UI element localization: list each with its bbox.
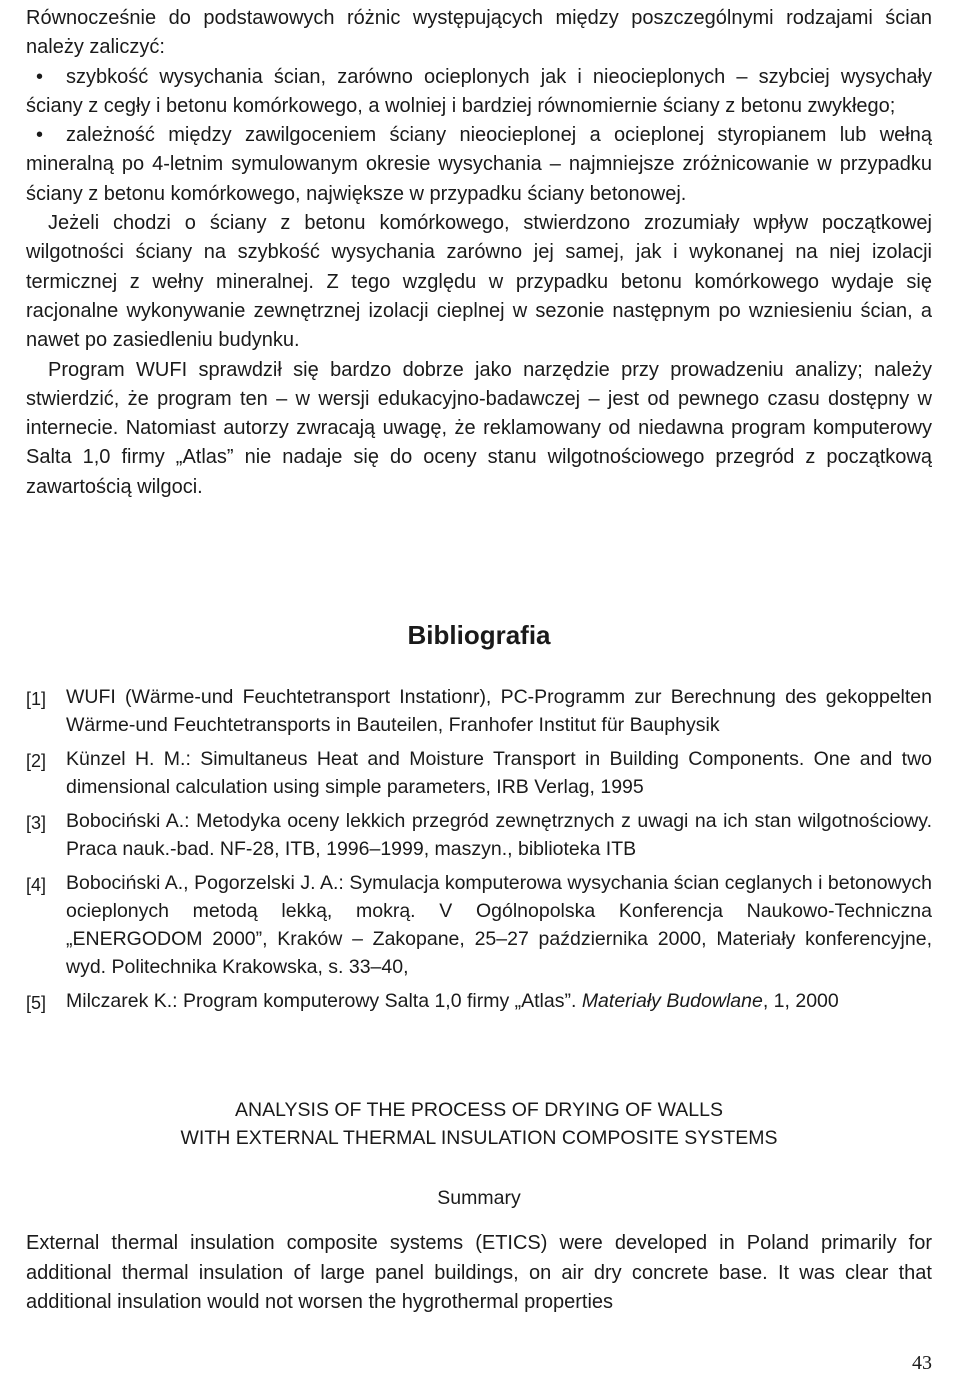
reference-number: [5] — [26, 993, 47, 1013]
reference-item — [26, 869, 932, 981]
bullet-text: szybkość wysychania ścian, zarówno ocieplonych jak i nieocieplonych – szybciej wysychały ściany z cegły i betonu komórkowego, a wolniej i bardziej równomiernie ściany z betonu zwykłego; — [26, 65, 932, 117]
reference-text: Bobociński A.: Metodyka oceny lekkich przegród zewnętrznych z uwagi na ich stan wilgotnościowy. Praca nauk.-bad. NF-28, ITB, 1996–1999, maszyn., biblioteka ITB — [66, 810, 932, 860]
reference-text: WUFI (Wärme-und Feuchtetransport Instationr), PC-Programm zur Berechnung des gekoppelten Wärme-und Feuchtetransports in Bauteilen, Franhofer Institut für Bauphysik — [66, 686, 932, 736]
english-title-line: ANALYSIS OF THE PROCESS OF DRYING OF WALLS — [235, 1099, 723, 1121]
bibliography-heading: Bibliografia — [407, 620, 551, 650]
summary-text: External thermal insulation composite systems (ETICS) were developed in Poland primarily for additional thermal insulation of large panel buildings, on air dry concrete base. It was clear that additional insulation would not worsen the hygrothermal properties — [26, 1232, 932, 1313]
bibliography-list — [26, 683, 932, 1021]
body-text — [26, 4, 932, 502]
reference-journal-title: Materiały Budowlane — [581, 990, 763, 1012]
reference-number: [2] — [26, 751, 47, 771]
bullet-item-drying-speed — [26, 63, 932, 122]
page-number: 43 — [912, 1352, 932, 1374]
reference-item — [26, 987, 932, 1015]
reference-text: Künzel H. M.: Simultaneus Heat and Moisture Transport in Building Components. One and two dimensional calculation using simple parameters, IRB Verlag, 1995 — [66, 748, 932, 798]
paragraph-aerated-concrete: Jeżeli chodzi o ściany z betonu komórkowego, stwierdzono zrozumiały wpływ początkowej wilgotności ściany na szybkość wysychania zarówno jej samej, jak i wykonanej na niej izolacji termicznej z wełny mineralnej. Z tego względu w przypadku betonu komórkowego wydaje się racjonalne wykonywanie zewnętrznej izolacji cieplnej w sezonie następnym po wzniesieniu ścian, a nawet po zasiedleniu budynku. — [26, 212, 932, 352]
bullet-icon: • — [36, 124, 44, 147]
reference-text — [66, 990, 839, 1012]
bullet-icon: • — [36, 65, 44, 88]
bullet-text: zależność między zawilgoceniem ściany nieocieplonej a ocieplonej styropianem lub wełną mineralną po 4-letnim symulowanym okresie wysychania – najmniejsze zróżnicowanie w przypadku ściany z betonu komórkowego, największe w przypadku ściany betonowej. — [26, 124, 932, 205]
bullet-item-moisture-dependence — [26, 121, 932, 209]
paragraph-wufi: Program WUFI sprawdził się bardzo dobrze jako narzędzie przy prowadzeniu analizy; należy stwierdzić, że program ten – w wersji edukacyjno-badawczej – jest od pewnego czasu dostępny w internecie. Natomiast autorzy zwracają uwagę, że reklamowany od niedawna program komputerowy Salta 1,0 firmy „Atlas” nie nadaje się do oceny stanu wilgotnościowego przegród z początkową zawartością wilgoci. — [26, 358, 932, 498]
reference-number: [3] — [26, 813, 47, 833]
reference-item — [26, 683, 932, 739]
reference-item — [26, 807, 932, 863]
reference-text: Bobociński A., Pogorzelski J. A.: Symulacja komputerowa wysychania ścian ceglanych i betonowych ocieplonych metodą lekką, mokrą. V Ogólnopolska Konferencja Naukowo-Techniczna „ENERGODOM 2000”, Kraków – Zakopane, 25–27 października 2000, Materiały konferencyjne, wyd. Politechnika Krakowska, s. 33–40, — [66, 872, 932, 978]
english-title-line: WITH EXTERNAL THERMAL INSULATION COMPOSITE SYSTEMS — [180, 1127, 778, 1149]
reference-number: [4] — [26, 875, 47, 895]
summary-heading: Summary — [437, 1187, 521, 1209]
reference-text-part: , 1, 2000 — [762, 990, 839, 1012]
reference-text-part: Milczarek K.: Program komputerowy Salta 1,0 firmy „Atlas”. — [66, 990, 582, 1012]
paragraph-intro: Równocześnie do podstawowych różnic występujących między poszczególnymi rodzajami ścian należy zaliczyć: — [26, 7, 932, 59]
english-title — [26, 1096, 932, 1152]
reference-number: [1] — [26, 689, 47, 709]
reference-item — [26, 745, 932, 801]
